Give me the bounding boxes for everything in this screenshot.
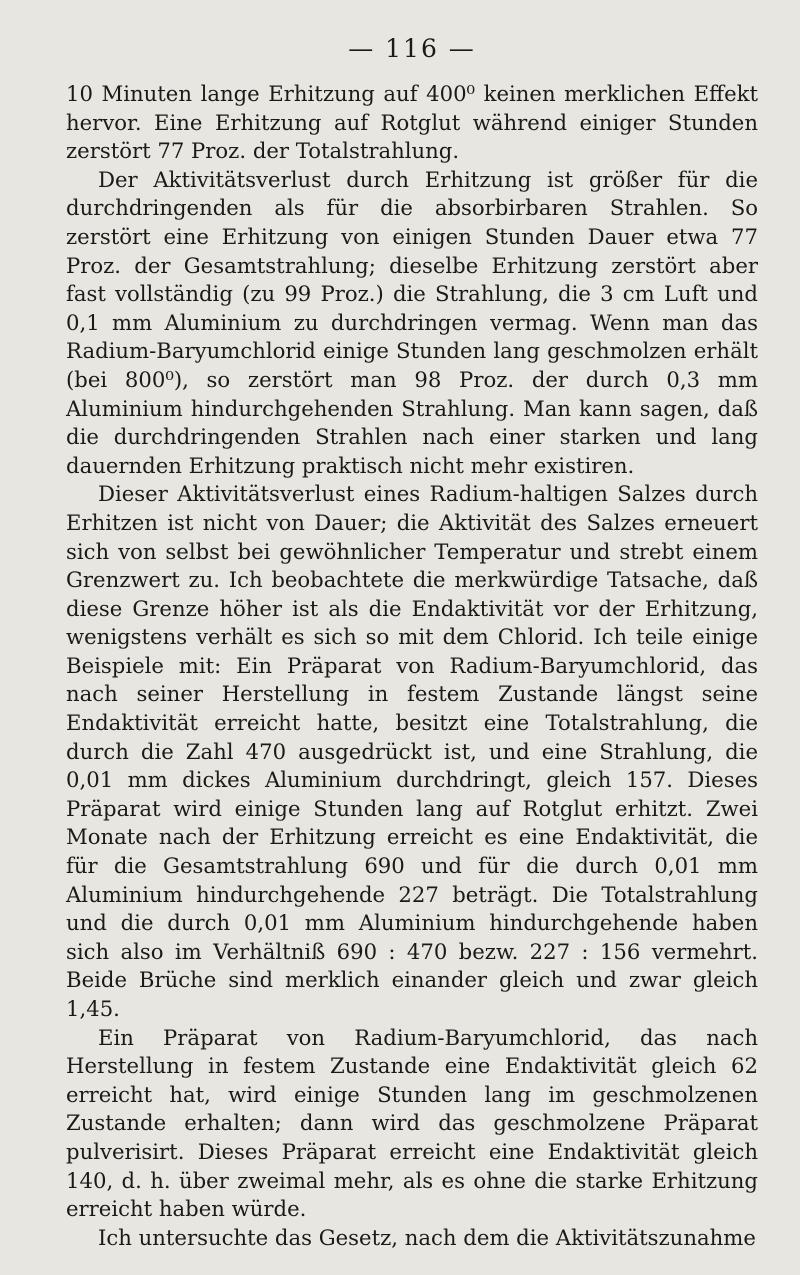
paragraph-3: Dieser Aktivitätsverlust eines Radium-haltigen Salzes durch Erhitzen ist nicht von Dauer; die Aktivität des Salzes erneuert sich von selbst bei gewöhnlicher Temperatur und strebt einem Grenzwert zu. Ich beobachtete die merkwürdige Tatsache, daß diese Grenze höher ist als die Endaktivität vor der Erhitzung, wenigstens verhält es sich so mit dem Chlorid. Ich teile einige Beispiele mit: Ein Präparat von Radium-Baryumchlorid, das nach seiner Herstellung in festem Zustande längst seine Endaktivität erreicht hatte, besitzt eine Totalstrahlung, die durch die Zahl 470 ausgedrückt ist, und eine Strahlung, die 0,01 mm dickes Aluminium durchdringt, gleich 157. Dieses Präparat wird einige Stunden lang auf Rotglut erhitzt. Zwei Monate nach der Erhitzung erreicht es eine Endaktivität, die für die Gesamtstrahlung 690 und für die durch 0,01 mm Aluminium hindurchgehende 227 beträgt. Die Totalstrahlung und die durch 0,01 mm Aluminium hindurchgehende haben sich also im Verhältniß 690 : 470 bezw. 227 : 156 vermehrt. Beide Brüche sind merklich einander gleich und zwar gleich 1,45. [66, 481, 758, 1021]
body-text [66, 80, 758, 1252]
paragraph-4: Ein Präparat von Radium-Baryumchlorid, das nach Herstellung in festem Zustande eine Endaktivität gleich 62 erreicht hat, wird einige Stunden lang im geschmolzenen Zustande erhalten; dann wird das geschmolzene Präparat pulverisirt. Dieses Präparat erreicht eine Endaktivität gleich 140, d. h. über zweimal mehr, als es ohne die starke Erhitzung erreicht haben würde. [66, 1024, 758, 1222]
paragraph-5: Ich untersuchte das Gesetz, nach dem die Aktivitätszunahme [98, 1224, 756, 1250]
paragraph-2: Der Aktivitätsverlust durch Erhitzung ist größer für die durchdringenden als für die absorbirbaren Strahlen. So zerstört eine Erhitzung von einigen Stunden Dauer etwa 77 Proz. der Gesamtstrahlung; dieselbe Erhitzung zerstört aber fast vollständig (zu 99 Proz.) die Strahlung, die 3 cm Luft und 0,1 mm Aluminium zu durchdringen vermag. Wenn man das Radium-Baryumchlorid einige Stunden lang geschmolzen erhält (bei 800⁰), so zerstört man 98 Proz. der durch 0,3 mm Aluminium hindurchgehenden Strahlung. Man kann sagen, daß die durchdringenden Strahlen nach einer starken und lang dauernden Erhitzung praktisch nicht mehr existiren. [66, 166, 758, 478]
page-number-header: — 116 — [348, 34, 476, 63]
paragraph-1: 10 Minuten lange Erhitzung auf 400⁰ keinen merklichen Effekt hervor. Eine Erhitzung auf Rotglut während einiger Stunden zerstört 77 Proz. der Totalstrahlung. [66, 81, 758, 164]
